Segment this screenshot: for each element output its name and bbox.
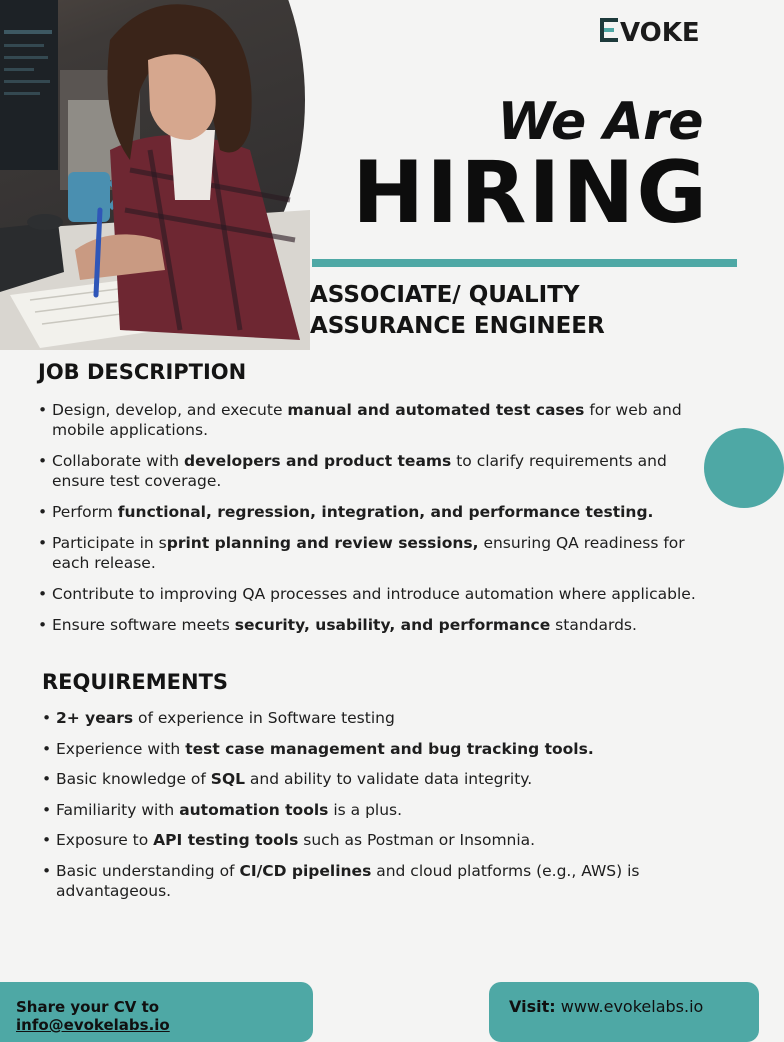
job-title: [310, 280, 605, 342]
cv-email-link[interactable]: info@evokelabs.io: [16, 1016, 170, 1034]
job-description-heading: JOB DESCRIPTION: [38, 360, 247, 384]
svg-text:VOKE: VOKE: [620, 18, 700, 48]
visit-banner: [489, 982, 759, 1042]
list-item: • Basic knowledge of SQL and ability to validate data integrity.: [42, 769, 712, 789]
photo-illustration: [0, 0, 310, 350]
list-item: • Perform functional, regression, integration, and performance testing.: [38, 502, 708, 522]
heading-we-are: We Are: [497, 92, 703, 152]
share-cv-banner: [0, 982, 313, 1042]
list-item: • Basic understanding of CI/CD pipelines and cloud platforms (e.g., AWS) is advantageous.: [42, 861, 712, 901]
list-item: • Participate in sprint planning and review sessions, ensuring QA readiness for each release.: [38, 533, 708, 573]
list-item: • Experience with test case management and bug tracking tools.: [42, 739, 712, 759]
share-cv-prefix: Share your CV to: [16, 998, 160, 1016]
evoke-logo: [598, 14, 710, 46]
list-item: • Familiarity with automation tools is a plus.: [42, 800, 712, 820]
heading-divider: [312, 259, 737, 267]
list-item: • Contribute to improving QA processes and introduce automation where applicable.: [38, 584, 708, 604]
list-item: • Design, develop, and execute manual and automated test cases for web and mobile applications.: [38, 400, 708, 440]
job-title-line-1: ASSOCIATE/ QUALITY: [310, 282, 580, 308]
list-item: • 2+ years of experience in Software testing: [42, 708, 712, 728]
requirements-heading: REQUIREMENTS: [42, 670, 229, 694]
requirements-list: [42, 708, 712, 911]
website-link[interactable]: www.evokelabs.io: [560, 997, 704, 1016]
job-description-list: [38, 400, 708, 646]
list-item: • Ensure software meets security, usability, and performance standards.: [38, 615, 708, 635]
decorative-circle: [704, 428, 784, 508]
list-item: • Exposure to API testing tools such as Postman or Insomnia.: [42, 830, 712, 850]
job-title-line-2: ASSURANCE ENGINEER: [310, 313, 605, 339]
visit-label: Visit:: [509, 997, 556, 1016]
hero-photo: [0, 0, 305, 350]
list-item: • Collaborate with developers and product teams to clarify requirements and ensure test coverage.: [38, 451, 708, 491]
heading-hiring: HIRING: [352, 143, 709, 243]
